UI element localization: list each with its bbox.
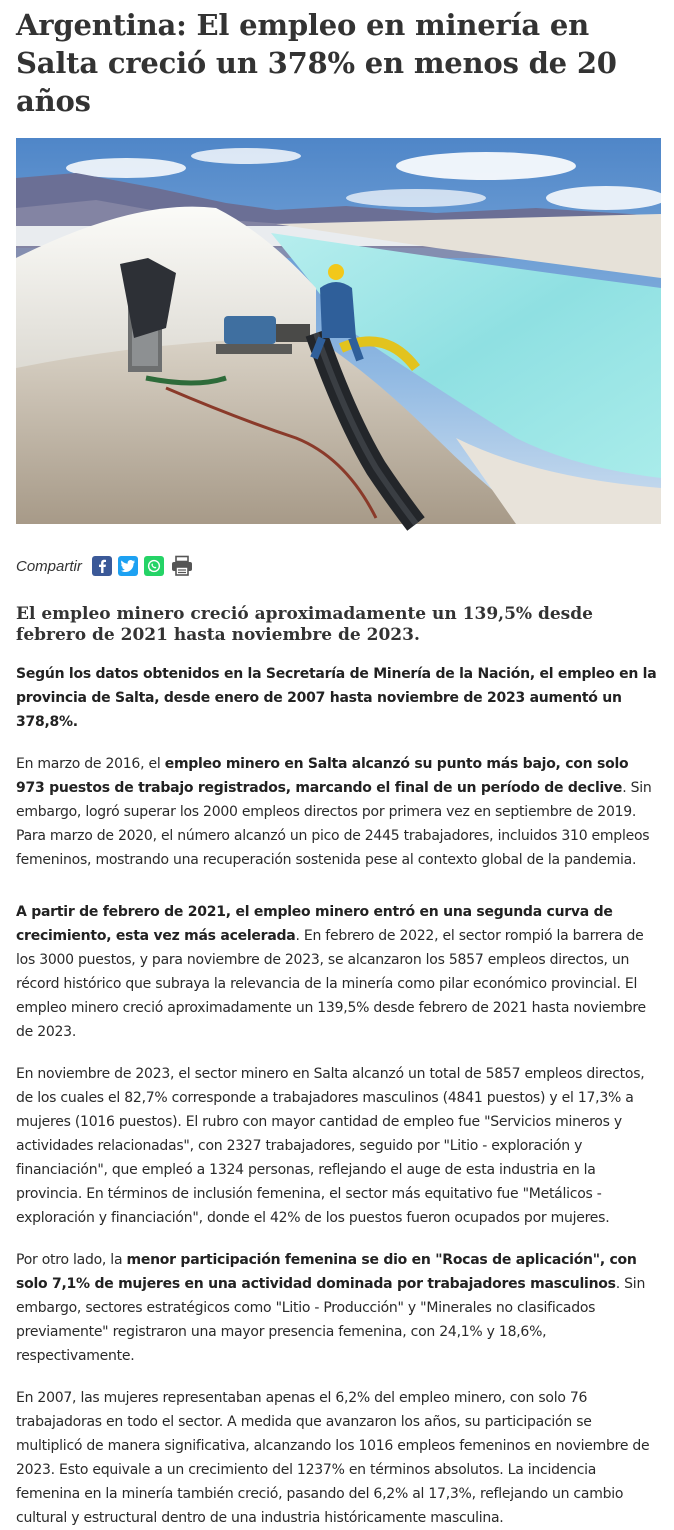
- share-bar: [16, 552, 658, 580]
- print-icon[interactable]: [170, 556, 194, 576]
- twitter-icon[interactable]: [118, 556, 138, 576]
- lead-paragraph: [16, 662, 658, 734]
- whatsapp-icon[interactable]: [144, 556, 164, 576]
- paragraph-4-bold: menor participación femenina se dio en "Rocas de aplicación", con solo 7,1% de mujeres en una actividad dominada por trabajadores masculinos: [16, 1252, 637, 1292]
- paragraph-4: [16, 1248, 658, 1368]
- paragraph-2-rest: . En febrero de 2022, el sector rompió la barrera de los 3000 puestos, y para noviembre de 2023, se alcanzaron los 5857 empleos directos, un récord histórico que subraya la relevancia de la minería como pilar económico provincial. El empleo minero creció aproximadamente un 139,5% desde febrero de 2021 hasta noviembre de 2023.: [16, 928, 646, 1040]
- paragraph-1-bold: empleo minero en Salta alcanzó su punto más bajo, con solo 973 puestos de trabajo registrados, marcando el final de un período de declive: [16, 756, 629, 796]
- paragraph-1: [16, 752, 658, 872]
- article: [0, 6, 674, 1530]
- paragraph-4-start: Por otro lado, la: [16, 1252, 127, 1268]
- article-subtitle: El empleo minero creció aproximadamente un 139,5% desde febrero de 2021 hasta noviembre de 2023.: [16, 604, 593, 645]
- paragraph-4-rest: . Sin embargo, sectores estratégicos como "Litio - Producción" y "Minerales no clasificados previamente" registraron una mayor presencia femenina, con 24,1% y 18,6%, respectivamente.: [16, 1276, 646, 1364]
- paragraph-1-start: En marzo de 2016, el: [16, 756, 165, 772]
- facebook-icon[interactable]: [92, 556, 112, 576]
- paragraph-3: En noviembre de 2023, el sector minero en Salta alcanzó un total de 5857 empleos directos, de los cuales el 82,7% corresponde a trabajadores masculinos (4841 puestos) y el 17,3% a mujeres (1016 puestos). El rubro con mayor cantidad de empleo fue "Servicios mineros y actividades relacionadas", con 2327 trabajadores, seguido por "Litio - exploración y financiación", que empleó a 1324 personas, reflejando el auge de esta industria en la provincia. En términos de inclusión femenina, el sector más equitativo fue "Metálicos - exploración y financiación", donde el 42% de los puestos fueron ocupados por mujeres.: [16, 1066, 645, 1226]
- share-label: Compartir: [16, 557, 82, 575]
- paragraph-2-bold: A partir de febrero de 2021, el empleo minero entró en una segunda curva de crecimiento, esta vez más acelerada: [16, 904, 613, 944]
- paragraph-5: En 2007, las mujeres representaban apenas el 6,2% del empleo minero, con solo 76 trabajadoras en todo el sector. A medida que avanzaron los años, su participación se multiplicó de manera significativa, alcanzando los 1016 empleos femeninos en noviembre de 2023. Esto equivale a un crecimiento del 1237% en términos absolutos. La incidencia femenina en la minería también creció, pasando del 6,2% al 17,3%, reflejando un cambio cultural y estructural dentro de una industria históricamente masculina.: [16, 1390, 650, 1526]
- hero-image: [16, 138, 661, 524]
- lead-text: Según los datos obtenidos en la Secretaría de Minería de la Nación, el empleo en la provincia de Salta, desde enero de 2007 hasta noviembre de 2023 aumentó un 378,8%.: [16, 666, 657, 730]
- paragraph-2: [16, 900, 658, 1044]
- article-headline: Argentina: El empleo en minería en Salta creció un 378% en menos de 20 años: [16, 8, 617, 118]
- paragraph-1-rest: . Sin embargo, logró superar los 2000 empleos directos por primera vez en septiembre de 2019. Para marzo de 2020, el número alcanzó un pico de 2445 trabajadores, incluidos 310 empleos femeninos, mostrando una recuperación sostenida pese al contexto global de la pandemia.: [16, 780, 652, 868]
